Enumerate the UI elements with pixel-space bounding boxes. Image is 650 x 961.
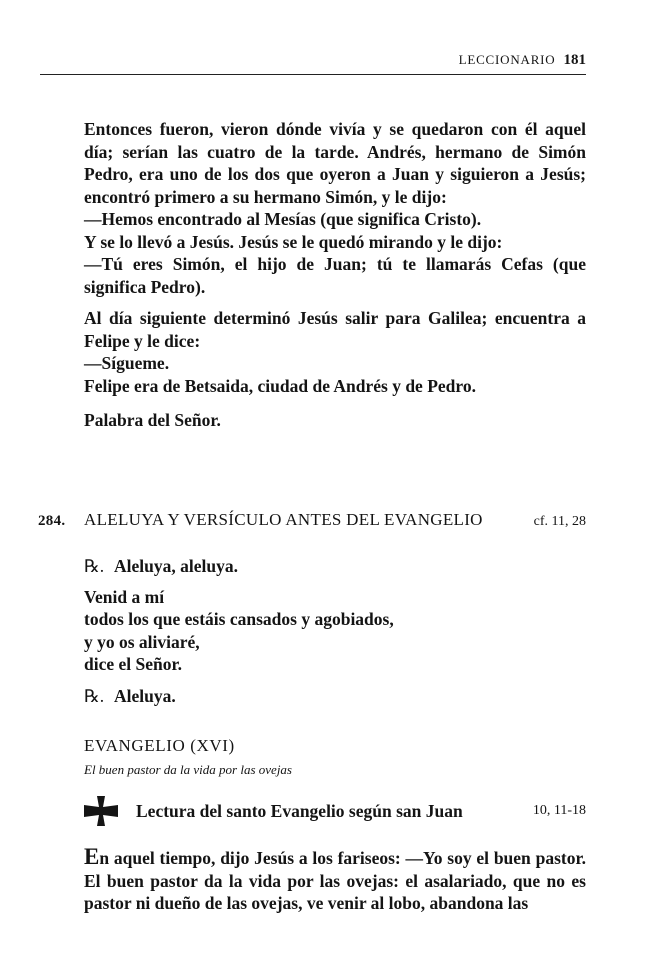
passage-paragraph: Al día siguiente determinó Jesús salir para Galilea; encuentra a Felipe y le dice: xyxy=(84,308,586,351)
page-header xyxy=(40,52,586,75)
response-line: ℞. Aleluya. xyxy=(84,685,176,706)
response-line: ℞. Aleluya, aleluya. xyxy=(84,556,238,576)
passage-top xyxy=(84,118,586,432)
response-symbol: ℞. xyxy=(84,685,105,706)
passage-paragraph: Entonces fueron, vieron dónde vivía y se quedaron con él aquel día; serían las cuatro de la tarde. Andrés, hermano de Simón Pedro, era uno de los dos que oyeron a Juan y siguieron a Jesús; encontró primero a su hermano Simón, y le dijo: xyxy=(84,119,586,207)
closing-acclamation: Palabra del Señor. xyxy=(84,410,221,430)
cross-icon xyxy=(84,796,118,826)
section-number: 284. xyxy=(38,513,66,529)
passage-line: —Tú eres Simón, el hijo de Juan; tú te llamarás Cefas (que significa Pedro). xyxy=(84,254,586,297)
passage-line: Felipe era de Betsaida, ciudad de Andrés y de Pedro. xyxy=(84,375,476,396)
section-title: ALELUYA Y VERSÍCULO ANTES DEL EVANGELIO xyxy=(84,510,483,529)
gospel-subtitle: El buen pastor da la vida por las ovejas xyxy=(84,762,292,777)
passage-line: —Hemos encontrado al Mesías (que significa Cristo). xyxy=(84,209,482,229)
passage-line: —Sígueme. xyxy=(84,353,170,373)
alleluia-block xyxy=(84,555,586,707)
passage-line: Y se lo llevó a Jesús. Jesús se le quedó mirando y le dijo: xyxy=(84,231,503,252)
section-reference: cf. 11, 28 xyxy=(533,514,586,529)
running-title: LECCIONARIO xyxy=(458,52,556,67)
section-heading xyxy=(38,510,586,530)
gospel-reference: 10, 11-18 xyxy=(532,803,586,818)
verse-line: todos los que estáis cansados y agobiados, xyxy=(84,609,394,629)
verse-line: Venid a mí xyxy=(84,586,165,607)
initial-letter: E xyxy=(84,844,100,869)
verse-line: y yo os aliviaré, xyxy=(84,631,200,652)
gospel-announcement xyxy=(84,796,586,826)
gospel-text xyxy=(84,846,586,915)
verse-line: dice el Señor. xyxy=(84,654,183,674)
page-number: 181 xyxy=(563,52,586,68)
gospel-paragraph: En aquel tiempo, dijo Jesús a los fariseos: —Yo soy el buen pastor. El buen pastor da la vida por las ovejas: el asalariado, que no es pastor ni dueño de las ovejas, ve venir al lobo, abandona las xyxy=(84,844,586,913)
gospel-announcement-text: Lectura del santo Evangelio según san Juan xyxy=(136,800,463,821)
response-symbol: ℞. xyxy=(84,556,105,576)
gospel-title: EVANGELIO (XVI) xyxy=(84,736,235,755)
